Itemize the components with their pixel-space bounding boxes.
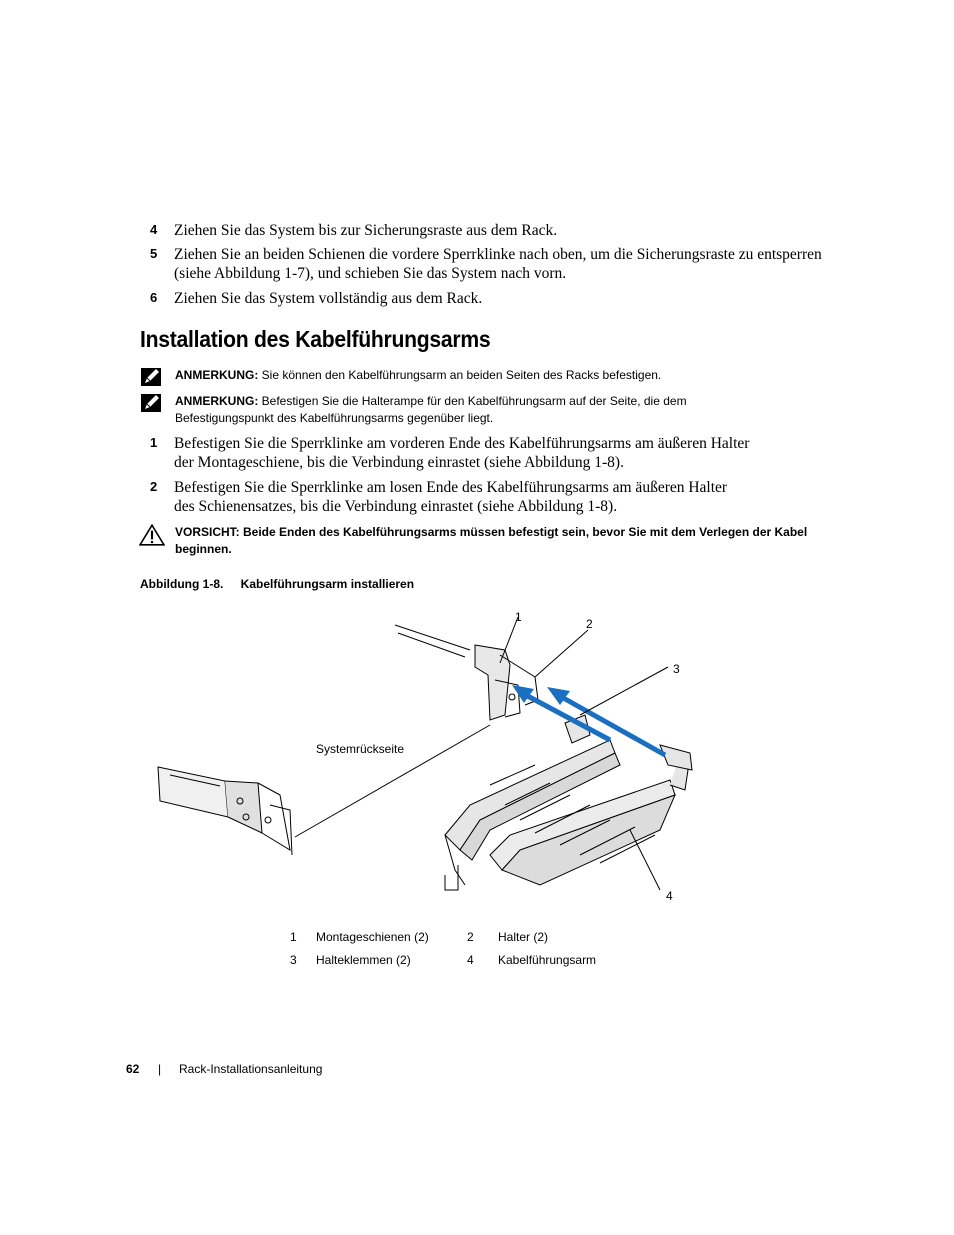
callout-4: 4	[666, 889, 673, 903]
cable-arm-illustration	[140, 605, 720, 910]
figure-number: Abbildung 1-8.	[140, 577, 224, 591]
callout-3: 3	[673, 662, 680, 676]
footer-separator: |	[158, 1062, 162, 1076]
legend-text-2: Halter (2)	[498, 930, 549, 944]
section-title: Installation des Kabelführungsarms	[140, 326, 491, 352]
step-number: 4	[150, 222, 158, 237]
step-number: 1	[150, 435, 158, 450]
footer-title: Rack-Installationsanleitung	[179, 1062, 323, 1076]
legend-num-2: 2	[467, 930, 474, 944]
step-text-line2: des Schienensatzes, bis die Verbindung einrastet (siehe Abbildung 1-8).	[174, 498, 618, 515]
legend-text-1: Montageschienen (2)	[316, 930, 429, 944]
step-text-line2: (siehe Abbildung 1-7), und schieben Sie das System nach vorn.	[174, 265, 567, 282]
legend-text-4: Kabelführungsarm	[498, 953, 597, 967]
warning-triangle-icon	[139, 524, 165, 546]
page-number: 62	[126, 1062, 140, 1076]
step-text-line1: Befestigen Sie die Sperrklinke am losen Ende des Kabelführungsarms am äußeren Halter	[174, 479, 728, 496]
legend-num-4: 4	[467, 953, 474, 967]
note-text: Sie können den Kabelführungsarm an beiden Seiten des Racks befestigen.	[258, 368, 662, 382]
step-text: Ziehen Sie das System vollständig aus dem Rack.	[174, 290, 483, 307]
step-number: 2	[150, 479, 158, 494]
pencil-note-icon	[140, 367, 164, 387]
legend-num-1: 1	[290, 930, 297, 944]
note-label: ANMERKUNG:	[175, 394, 259, 408]
figure-caption	[140, 577, 414, 591]
legend-text-3: Halteklemmen (2)	[316, 953, 411, 967]
caution-text-line2: beginnen.	[175, 542, 232, 556]
figure-title: Kabelführungsarm installieren	[240, 577, 415, 591]
note-text-line2: Befestigungspunkt des Kabelführungsarms gegenüber liegt.	[175, 411, 494, 425]
caution-label: VORSICHT:	[175, 525, 240, 539]
label-systemrueckseite: Systemrückseite	[316, 742, 405, 756]
callout-1: 1	[515, 610, 522, 624]
step-text-line1: Befestigen Sie die Sperrklinke am vorderen Ende des Kabelführungsarms am äußeren Halter	[174, 435, 750, 452]
step-text-line1: Ziehen Sie an beiden Schienen die vordere Sperrklinke nach oben, um die Sicherungsraste zu entsperren	[174, 246, 822, 263]
note-text: Befestigen Sie die Halterampe für den Kabelführungsarm auf der Seite, die dem	[258, 394, 687, 408]
step-text: Ziehen Sie das System bis zur Sicherungsraste aus dem Rack.	[174, 222, 558, 239]
callout-2: 2	[586, 617, 593, 631]
step-text-line2: der Montageschiene, bis die Verbindung einrastet (siehe Abbildung 1-8).	[174, 454, 624, 471]
pencil-note-icon	[140, 393, 164, 413]
caution-text: Beide Enden des Kabelführungsarms müssen befestigt sein, bevor Sie mit dem Verlegen der Kabel	[239, 525, 808, 539]
note-label: ANMERKUNG:	[175, 368, 259, 382]
step-number: 5	[150, 246, 158, 261]
legend-num-3: 3	[290, 953, 297, 967]
step-number: 6	[150, 290, 158, 305]
